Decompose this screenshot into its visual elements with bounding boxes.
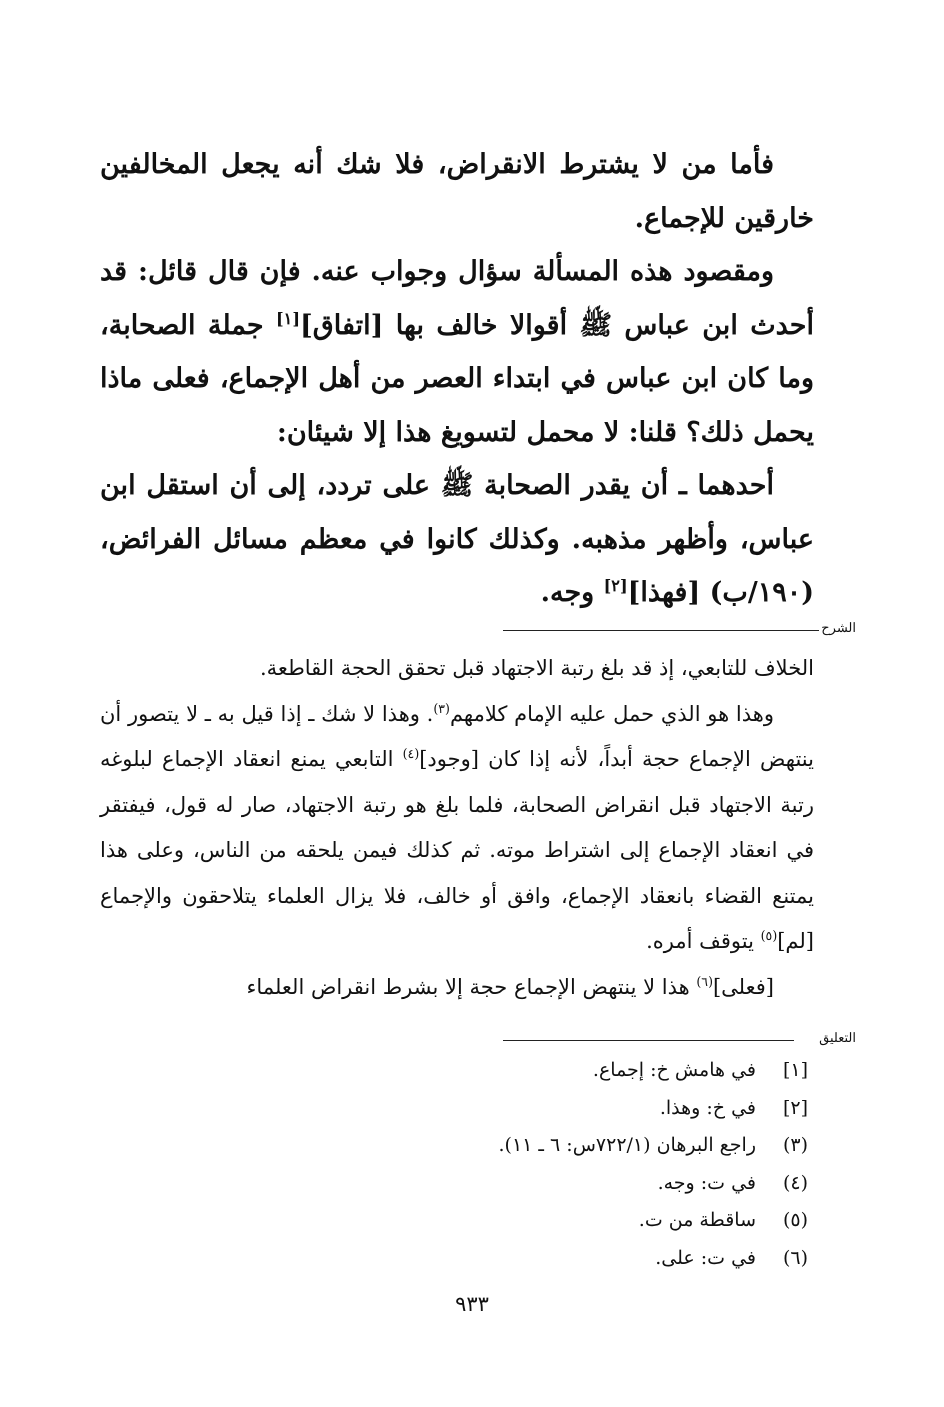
footnote-item: (٤) في ت: وجه. bbox=[657, 1171, 808, 1194]
commentary-paragraph-3: [فعلى]$^{(٦)}$ هذا لا ينتهض الإجماع حجة إلا بشرط انقراض العلماء bbox=[246, 973, 774, 999]
main-paragraph-3: أحدهما ـ أن يقدر الصحابة ﷺ على تردد، إلى أن استقل ابن عباس، وأظهر مذهبه. وكذلك كانوا في معظم مسائل الفرائض، (١٩٠/ب) [فهذا][٢] وجه. bbox=[100, 470, 814, 608]
main-paragraph-2: ومقصود هذه المسألة سؤال وجواب عنه. فإن قال قائل: قد أحدث ابن عباس ﷺ أقوالا خالف بها [اتفاق][١] جملة الصحابة، وما كان ابن عباس في ابتداء العصر من أهل الإجماع، فعلى ماذا يحمل ذلك؟ قلنا: لا محمل لتسويغ هذا إلا شيئان: bbox=[100, 256, 814, 448]
footnote-ref[interactable]: (٥) bbox=[760, 928, 778, 943]
commentary-paragraph-2: وهذا هو الذي حمل عليه الإمام كلامهم$^{(٣)}$. وهذا لا شك ـ إذا قيل به ـ لا يتصور أن ينتهض الإجماع حجة أبداً، لأنه إذا كان [وجود]$^{(٤)}$ التابعي يمنع انعقاد الإجماع لبلوغه رتبة الاجتهاد قبل انقراض الصحابة، فلما بلغ هو رتبة الاجتهاد، صار له قول، فيفتقر في انعقاد الإجماع إلى اشتراط موته. ثم كذلك فيمن يلحقه من الناس، وعلى هذا يمتنع القضاء بانعقاد الإجماع، وافق أو خالف، فلا يزال العلماء يتلاحقون والإجماع [لم]$^{(٥)}$ يتوقف أمره. bbox=[100, 700, 814, 953]
notes-label: التعليق bbox=[819, 1031, 856, 1046]
commentary-line-1: الخلاف للتابعي، إذ قد بلغ رتبة الاجتهاد قبل تحقق الحجة القاطعة. bbox=[260, 656, 814, 680]
bracketed-word: [لم] bbox=[777, 929, 814, 953]
footnote-item: (٣) راجع البرهان (٧٢٢/١س: ٦ ـ ١١). bbox=[498, 1134, 808, 1157]
footnote-ref[interactable]: [٢] bbox=[603, 576, 628, 595]
footnotes-list bbox=[388, 1052, 808, 1278]
main-text bbox=[100, 138, 814, 620]
footnote-ref[interactable]: (٦) bbox=[696, 973, 713, 989]
footnote-item: (٦) في ت: على. bbox=[655, 1246, 808, 1269]
sharh-label: الشرح bbox=[821, 621, 856, 636]
bracketed-word: [وجود] bbox=[419, 747, 479, 771]
notes-divider bbox=[503, 1040, 794, 1041]
main-paragraph-1: فأما من لا يشترط الانقراض، فلا شك أنه يجعل المخالفين خارقين للإجماع. bbox=[100, 149, 814, 234]
bracketed-word: [فعلى] bbox=[712, 974, 774, 999]
footnote-ref[interactable]: (٣) bbox=[433, 700, 450, 716]
page-number: ٩٣٣ bbox=[455, 1292, 489, 1316]
folio-ref: (١٩٠/ب) bbox=[709, 577, 814, 608]
bracketed-word: [فهذا] bbox=[627, 577, 701, 608]
commentary-text bbox=[100, 646, 814, 1010]
bracketed-word: [اتفاق] bbox=[300, 309, 384, 341]
footnote-ref[interactable]: [١] bbox=[275, 308, 301, 328]
sharh-divider bbox=[503, 630, 819, 631]
footnote-item: [١] في هامش خ: إجماع. bbox=[592, 1059, 808, 1081]
footnote-item: [٢] في خ: وهذا. bbox=[659, 1096, 808, 1119]
footnote-ref[interactable]: (٤) bbox=[402, 746, 420, 761]
footnote-item: (٥) ساقطة من ت. bbox=[638, 1209, 808, 1232]
